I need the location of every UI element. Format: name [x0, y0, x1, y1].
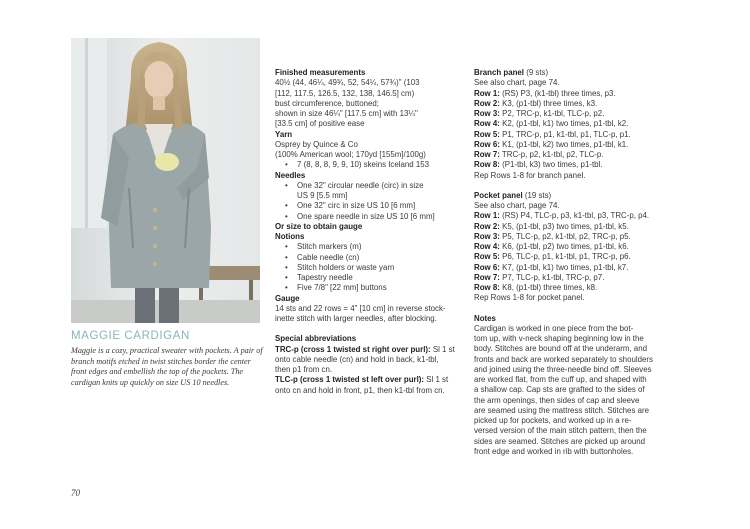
notes-line: a shallow cap. Cap sts are grafted to the sides of: [474, 385, 645, 395]
yarn-description: (100% American wool; 170yd [155m]/100g): [275, 150, 426, 159]
branch-panel-heading: Branch panel: [474, 68, 524, 77]
row-label: Row 2:: [474, 98, 500, 108]
row-instructions: P2, TRC-p, k1-tbl, TLC-p, p2.: [499, 109, 605, 118]
row-instructions: K2, (p1-tbl, k1) two times, p1-tbl, k2.: [499, 119, 629, 129]
measurement-line: bust circumference, buttoned;: [275, 98, 379, 108]
notions-heading: Notions: [275, 232, 305, 241]
row-instructions: P7, TLC-p, k1-tbl, TRC-p, p7.: [499, 272, 605, 282]
finished-measurements-heading: Finished measurements: [275, 68, 366, 77]
notes-line: tom up, with v-neck shaping beginning low in the: [474, 334, 644, 343]
row-instructions: K5, (p1-tbl, p3) two times, p1-tbl, k5.: [499, 221, 629, 231]
needle-item-size: US 9 [5.5 mm]: [297, 191, 348, 200]
notion-item: • Five 7/8" [22 mm] buttons: [275, 283, 465, 293]
notes-line: are seamed using the mattress stitch. Stitches are: [474, 405, 649, 415]
gauge-note: Or size to obtain gauge: [275, 221, 363, 231]
pocket-repeat: Rep Rows 1-8 for pocket panel.: [474, 293, 585, 303]
abbreviation-line: then p1 from cn.: [275, 365, 333, 374]
middle-column: [275, 68, 465, 396]
yarn-bullet: • 7 (8, 8, 8, 9, 9, 10) skeins Iceland 153: [275, 160, 465, 170]
notes-line: fronts and back are worked separately to shoulders: [474, 354, 653, 364]
pattern-row: [474, 222, 670, 232]
notion-item: • Tapestry needle: [275, 273, 465, 283]
branch-see-also: See also chart, page 74.: [474, 78, 560, 88]
pattern-row: [474, 99, 670, 109]
measurement-line: [112, 117.5, 126.5, 132, 138, 146.5] cm): [275, 88, 415, 98]
abbreviation-line: onto cn and hold in front, p1, then k1-tbl from cn.: [275, 385, 445, 395]
pattern-row: [474, 232, 670, 242]
abbreviation-term: TRC-p (cross 1 twisted st right over purl):: [275, 344, 431, 354]
needles-list: [275, 181, 465, 222]
gauge-heading: Gauge: [275, 293, 300, 303]
notes-line: front edge and worked in rib with buttonholes.: [474, 446, 634, 456]
branch-repeat: Rep Rows 1-8 for branch panel.: [474, 170, 586, 180]
notes-heading: Notes: [474, 313, 496, 323]
notes-line: picked up for pockets, and worked up in a re-: [474, 416, 632, 425]
yarn-list: [275, 160, 465, 170]
row-label: Row 7:: [474, 272, 500, 282]
notes-line: Cardigan is worked in one piece from the bot-: [474, 323, 634, 333]
row-label: Row 4:: [474, 119, 500, 129]
pattern-row: [474, 211, 670, 221]
yarn-heading: Yarn: [275, 129, 293, 139]
row-label: Row 2:: [474, 221, 500, 231]
gauge-line: inette stitch with larger needles, after blocking.: [275, 314, 437, 323]
needle-item-text: One 32" circular needle (circ) in size: [297, 180, 424, 190]
needle-item: [275, 181, 465, 202]
pattern-row: [474, 130, 670, 140]
measurement-line: shown in size 46¼" [117.5 cm] with 13¼": [275, 109, 418, 118]
row-label: Row 1:: [474, 211, 500, 221]
pattern-row: [474, 150, 670, 160]
row-instructions: P5, TLC-p, p2, k1-tbl, p2, TRC-p, p5.: [499, 231, 631, 241]
row-label: Row 3:: [474, 231, 500, 241]
row-instructions: K1, (p1-tbl, k2) two times, p1-tbl, k1.: [499, 139, 629, 149]
row-instructions: (RS) P4, TLC-p, p3, k1-tbl, p3, TRC-p, p4.: [499, 211, 650, 221]
row-instructions: P1, TRC-p, p1, k1-tbl, p1, TLC-p, p1.: [499, 129, 631, 139]
notion-item: • Stitch markers (m): [275, 242, 465, 252]
pocket-see-also: See also chart, page 74.: [474, 201, 560, 210]
right-column: [474, 68, 670, 457]
row-instructions: (RS) P3, (k1-tbl) three times, p3.: [499, 88, 616, 98]
branch-panel-title: [474, 68, 670, 78]
row-label: Row 8:: [474, 283, 500, 292]
branch-rows: [474, 89, 670, 171]
pattern-row: [474, 160, 670, 170]
pattern-row: [474, 89, 670, 99]
pattern-row: [474, 109, 670, 119]
notes-line: and joined using the three-needle bind off. Sleeves: [474, 364, 652, 374]
row-instructions: (P1-tbl, k3) two times, p1-tbl.: [499, 160, 603, 170]
pattern-row: [474, 119, 670, 129]
row-label: Row 1:: [474, 88, 500, 98]
row-label: Row 6:: [474, 139, 500, 149]
notions-list: [275, 242, 465, 293]
row-instructions: K8, (p1-tbl) three times, k8.: [499, 283, 598, 292]
measurement-line: [33.5 cm] of positive ease: [275, 119, 365, 129]
pocket-panel-count: (19 sts): [522, 190, 552, 200]
notes-line: body. Stitches are bound off at the underarm, and: [474, 344, 647, 354]
pattern-row: [474, 273, 670, 283]
needle-item: • One 32" circ in size US 10 [6 mm]: [275, 201, 465, 211]
abbreviation-tlc: [275, 375, 465, 385]
row-instructions: TRC-p, p2, k1-tbl, p2, TLC-p.: [499, 150, 604, 159]
abbreviation-def: Sl 1 st: [430, 344, 455, 354]
notion-item: • Stitch holders or waste yarn: [275, 263, 465, 273]
notion-item: • Cable needle (cn): [275, 253, 465, 263]
yarn-brand: Osprey by Quince & Co: [275, 139, 358, 149]
row-instructions: K3, (p1-tbl) three times, k3.: [499, 98, 598, 108]
gauge-line: 14 sts and 22 rows = 4" [10 cm] in reverse stock-: [275, 303, 446, 313]
pocket-panel-heading: Pocket panel: [474, 190, 523, 200]
page-number: 70: [71, 488, 80, 498]
row-instructions: K6, (p1-tbl, p2) two times, p1-tbl, k6.: [499, 242, 629, 251]
pattern-intro: Maggie is a cozy, practical sweater with pockets. A pair of branch motifs etched in twist stitches border the center front edges and embellish the top of the pockets. The cardigan knits up quickly on size US 10 needles.: [71, 346, 263, 387]
model-photo: [71, 38, 260, 323]
row-label: Row 3:: [474, 109, 500, 118]
pattern-row: [474, 140, 670, 150]
notes-line: the arm openings, then sides of cap and sleeve: [474, 395, 640, 405]
pattern-title: MAGGIE CARDIGAN: [71, 330, 190, 342]
row-label: Row 7:: [474, 150, 500, 159]
notes-line: are worked flat, from the cuff up, and shaped with: [474, 375, 647, 384]
row-label: Row 8:: [474, 160, 500, 170]
needle-item: • One spare needle in size US 10 [6 mm]: [275, 212, 465, 222]
needles-heading: Needles: [275, 170, 306, 180]
row-label: Row 5:: [474, 129, 500, 139]
pattern-row: [474, 263, 670, 273]
measurement-line: 40½ (44, 46¼, 49¾, 52, 54¼, 57¾)" (103: [275, 78, 420, 88]
row-label: Row 4:: [474, 242, 500, 251]
abbreviation-term: TLC-p (cross 1 twisted st left over purl):: [275, 375, 425, 385]
pocket-rows: [474, 211, 670, 293]
row-instructions: P6, TLC-p, p1, k1-tbl, p1, TRC-p, p6.: [499, 252, 631, 262]
notes-body: [474, 324, 670, 457]
notes-line: sides are seamed. Stitches are picked up around: [474, 436, 646, 446]
pattern-row: [474, 252, 670, 262]
pocket-panel-title: [474, 191, 670, 201]
branch-panel-count: (9 sts): [524, 68, 549, 77]
abbreviation-trc: [275, 345, 465, 355]
row-label: Row 5:: [474, 252, 500, 262]
abbreviation-def: Sl 1 st: [424, 375, 449, 385]
pattern-row: [474, 283, 670, 293]
abbreviations-heading: Special abbreviations: [275, 334, 357, 344]
row-label: Row 6:: [474, 262, 500, 272]
row-instructions: K7, (p1-tbl, k1) two times, p1-tbl, k7.: [499, 262, 629, 272]
pattern-row: [474, 242, 670, 252]
notes-line: versed version of the main stitch pattern, then the: [474, 426, 647, 436]
abbreviation-line: onto cable needle (cn) and hold in back, k1-tbl,: [275, 354, 439, 364]
